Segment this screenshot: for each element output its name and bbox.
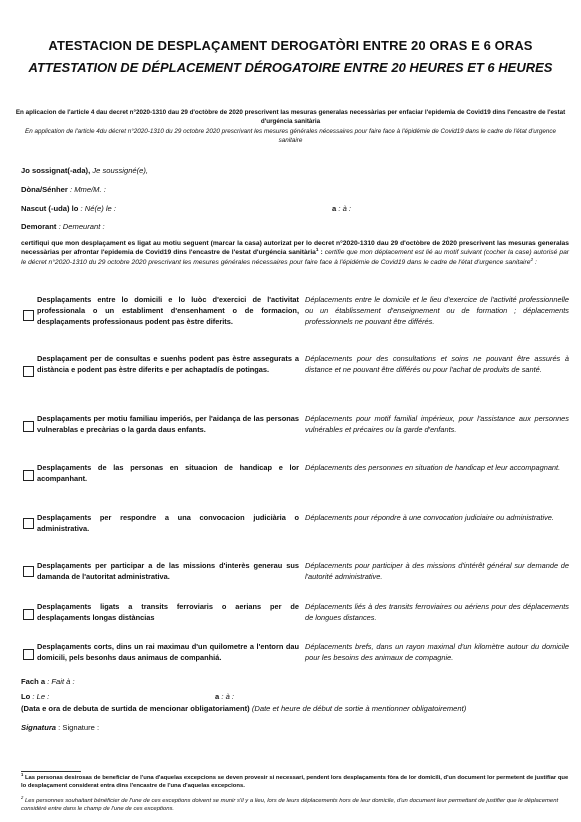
reason-checkbox[interactable]	[23, 421, 34, 432]
field-signatory-oc: Jo sossignat(-ada),	[21, 166, 91, 175]
field-done-at[interactable]	[21, 677, 75, 686]
field-date[interactable]	[21, 692, 49, 701]
footnote-2	[21, 797, 569, 814]
field-date-fr: : Le :	[32, 692, 50, 701]
reason-occitan: Desplaçaments per respondre a una convocacion judiciària o administrativa.	[37, 513, 299, 533]
reason-checkbox[interactable]	[23, 310, 34, 321]
intro-occitan: En aplicacion de l'article 4 dau decret n°2020-1310 dau 29 d'octòbre de 2020 prescrivent las mesuras generalas necessàrias per enfaciar l'epidemia de Covid19 dins l'encastre de l'estat d'urgéncia sanitària	[15, 109, 566, 126]
field-birth-date-fr: : Né(e) le :	[80, 204, 116, 213]
field-address-oc: Demorant	[21, 222, 57, 231]
field-signature-oc: Signatura	[21, 723, 57, 732]
field-date-oc: Lo	[21, 692, 31, 701]
certification-occitan: certifiqui que mon desplaçament es ligat au motiu seguent (marcar la casa) autorizat per lo decret n°2020-1310 dau 29 d'octòbre de 2020 prescrivent las mesuras generalas necessàrias per afrontar l'epidemia de Covid19 dins l'encastre de l'estat d'urgéncia sanitària	[21, 240, 569, 257]
field-name[interactable]	[21, 185, 106, 194]
field-birth-date-oc: Nascut (-uda) lo	[21, 204, 79, 213]
reason-occitan: Desplaçaments corts, dins un rai maximau d'un quilometre a l'entorn dau domicili, pels besonhs daus animaus de companhiá.	[37, 642, 299, 662]
certification-paragraph: certifiqui que mon desplaçament es ligat au motiu seguent (marcar la casa) autorizat per lo decret n°2020-1310 dau 29 d'octòbre de 2020 prescrivent las mesuras generalas necessàrias per afrontar l'epidemia de Covid19 dins l'encastre de l'estat d'urgéncia sanitària$^1$ : certifie que mon déplacement est lié au motif suivant (cocher la case) autorisé par le décret n°2020-1310 du 29 octobre 2020 prescrivant les mesures générales nécessaires pour faire face à l'épidémie de Covid19 dans le cadre de l'état d'urgence sanitaire$^2$ :	[21, 240, 570, 266]
reason-occitan: Desplaçaments de las personas en situacion de handicap e lor acompanhant.	[37, 463, 299, 483]
reason-french: Déplacements des personnes en situation de handicap et leur accompagnant.	[305, 463, 561, 472]
reason-french: Déplacements pour des consultations et soins ne pouvant être assurés à distance et ne pouvant être différés ou pour l'achat de produits de santé.	[305, 354, 569, 374]
intro-french: En application de l'article 4du décret n°2020-1310 du 29 octobre 2020 prescrivant les mesures générales nécessaires pour faire face à l'épidémie de Covid19 dans le cadre de l'état d'urgence sanitaire	[25, 127, 556, 144]
reason-checkbox[interactable]	[23, 609, 34, 620]
reason-french: Déplacements entre le domicile et le lieu d'exercice de l'activité professionnelle ou un établissement d'enseignement ou de formation ; déplacements professionnels ne pouvant être différés.	[305, 295, 569, 326]
footnote-2-mark: 2	[21, 795, 24, 801]
footnote-ref-2: 2	[530, 256, 534, 262]
field-name-fr: : Mme/M. :	[69, 185, 106, 194]
reason-checkbox[interactable]	[23, 566, 34, 577]
reason-french: Déplacements liés à des transits ferroviaires ou aériens pour des déplacements de longues distances.	[305, 602, 569, 622]
field-datetime-note	[21, 704, 466, 713]
field-birth-place[interactable]	[332, 204, 351, 213]
reason-french: Déplacements pour répondre à une convocation judiciaire ou administrative.	[305, 513, 554, 522]
datetime-note-fr: (Date et heure de début de sortie à mentionner obligatoirement)	[251, 704, 467, 713]
title-french: ATTESTATION DE DÉPLACEMENT DÉROGATOIRE ENTRE 20 HEURES ET 6 HEURES	[28, 60, 553, 75]
reason-occitan: Desplaçaments per motiu familiau imperiós, per l'aidança de las personas vulnerablas e precàrias o la garda daus enfants.	[37, 414, 299, 434]
footnote-1-text: Las personas desirosas de beneficiar de l'una d'aquelas excepcions se deven provesir si necessari, pendent lors desplaçaments fòra de lor domicili, d'un document lor permetent de justifiar que lo desplaçament considerat entra dins l'encastre de l'una d'aquelas excepcions.	[21, 775, 569, 790]
field-birth-place-oc: a	[332, 204, 337, 213]
field-name-oc: Dòna/Sénher	[21, 185, 68, 194]
reason-occitan: Desplaçaments per participar a de las missions d'interès generau sus damanda de l'autoritat administrativa.	[37, 561, 299, 581]
reason-occitan: Desplaçament per de consultas e suenhs podent pas èstre assegurats a distància e podent pas èstre diferits e per achaptadís de potingas.	[37, 354, 299, 374]
field-address[interactable]	[21, 222, 105, 231]
footnote-ref-1: 1	[315, 247, 319, 253]
field-signatory	[21, 166, 148, 175]
field-done-at-oc: Fach a	[21, 677, 46, 686]
footnote-1-mark: 1	[21, 772, 24, 778]
field-time[interactable]	[215, 692, 234, 701]
reason-french: Déplacements pour motif familial impérieux, pour l'assistance aux personnes vulnérables et précaires ou la garde d'enfants.	[305, 414, 569, 434]
reason-french: Déplacements pour participer à des missions d'intérêt général sur demande de l'autorité administrative.	[305, 561, 569, 581]
reason-occitan: Desplaçaments entre lo domicili e lo luòc d'exercici de l'activitat professionala o un establiment d'ensenhament o de formacion, desplaçaments professionaus podent pas èstre diferits.	[37, 295, 299, 326]
title-occitan: ATESTACION DE DESPLAÇAMENT DEROGATÒRI ENTRE 20 ORAS E 6 ORAS	[48, 38, 533, 53]
reason-checkbox[interactable]	[23, 366, 34, 377]
reason-checkbox[interactable]	[23, 649, 34, 660]
footnote-separator	[21, 771, 81, 772]
reason-checkbox[interactable]	[23, 518, 34, 529]
field-birth-place-fr: : à :	[338, 204, 352, 213]
reason-checkbox[interactable]	[23, 470, 34, 481]
field-address-fr: : Demeurant :	[58, 222, 105, 231]
field-done-at-fr: : Fait à :	[47, 677, 75, 686]
field-time-oc: a	[215, 692, 220, 701]
field-birth-date[interactable]	[21, 204, 116, 213]
intro-paragraph	[14, 108, 567, 145]
field-signature-fr: : Signature :	[58, 723, 100, 732]
footnote-2-text: Les personnes souhaitant bénéficier de l'une de ces exceptions doivent se munir s'il y a lieu, lors de leurs déplacements hors de leur domicile, d'un document leur permettant de justifier que le déplacement considéré entre dans le champ de l'une de ces exceptions.	[21, 798, 559, 813]
field-signatory-fr: Je soussigné(e),	[92, 166, 149, 175]
footnote-1	[21, 774, 569, 791]
field-signature[interactable]	[21, 723, 99, 732]
datetime-note-oc: (Data e ora de debuta de surtida de mencionar obligatoriament)	[21, 704, 250, 713]
certification-french: certifie que mon déplacement est lié au motif suivant (cocher la case) autorisé par le décret n°2020-1310 du 29 octobre 2020 prescrivant les mesures générales nécessaires pour faire face à l'épidémie de Covid19 dans le cadre de l'état d'urgence sanitaire	[21, 249, 570, 266]
reason-occitan: Desplaçaments ligats a transits ferroviaris o aerians per de desplaçaments longas distàncias	[37, 602, 299, 622]
field-time-fr: : à :	[221, 692, 235, 701]
reason-french: Déplacements brefs, dans un rayon maximal d'un kilomètre autour du domicile pour les besoins des animaux de compagnie.	[305, 642, 569, 662]
